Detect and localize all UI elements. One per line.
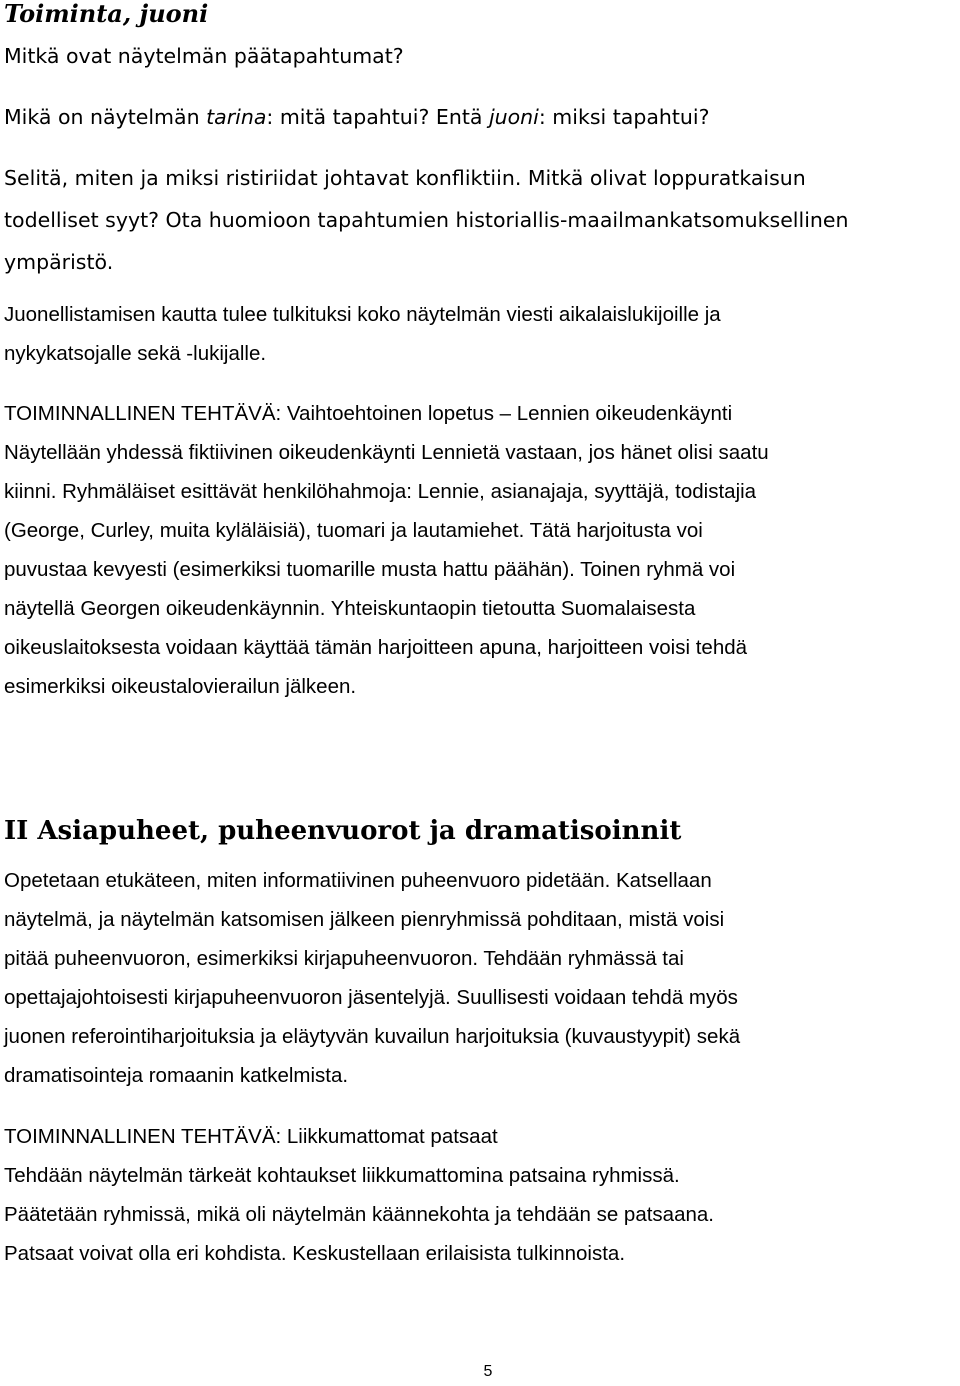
paragraph-task-trial: TOIMINNALLINEN TEHTÄVÄ: Vaihtoehtoinen lopetus – Lennien oikeudenkäynti Näytellään yhdessä fiktiivinen oikeudenkäynti Lennietä vastaan, jos hänet olisi saatu kiinni. Ryhmäläiset esittävät henkilöhahmoja: Lennie, asianajaja, syyttäjä, todistajia (George, Curley, muita kyläläisiä), tuomari ja lautamiehet. Tätä harjoitusta voi puvustaa kevyesti (esimerkiksi tuomarille musta hattu päähän). Toinen ryhmä voi näytellä Georgen oikeudenkäynnin. Yhteiskuntaopin tietoutta Suomalaisesta oikeuslaitoksesta voidaan käyttää tämän harjoitteen apuna, harjoitteen voisi tehdä esimerkiksi oikeustalovierailun jälkeen.	[4, 402, 769, 698]
section-heading-toiminta: Toiminta, juoni	[4, 0, 209, 28]
section-heading-asiapuheet: II Asiapuheet, puheenvuorot ja dramatisoinnit	[4, 816, 682, 846]
paragraph-interpretation: Juonellistamisen kautta tulee tulkituksi koko näytelmän viesti aikalaislukijoille ja nykykatsojalle sekä -lukijalle.	[4, 303, 721, 365]
question-story-plot: Mikä on näytelmän tarina: mitä tapahtui? Entä juoni: miksi tapahtui?	[4, 105, 710, 129]
question-main-events: Mitkä ovat näytelmän päätapahtumat?	[4, 44, 404, 68]
italic-term-tarina: tarina	[206, 105, 267, 129]
paragraph-speeches-intro: Opetetaan etukäteen, miten informatiivinen puheenvuoro pidetään. Katsellaan näytelmä, ja näytelmän katsomisen jälkeen pienryhmissä pohditaan, mistä voisi pitää puheenvuoron, esimerkiksi kirjapuheenvuoron. Tehdään ryhmässä tai opettajajohtoisesti kirjapuheenvuoron jäsentelyjä. Suullisesti voidaan tehdä myös juonen referointiharjoituksia ja eläytyvän kuvailun harjoituksia (kuvaustyypit) sekä dramatisointeja romaanin katkelmista.	[4, 869, 741, 1087]
italic-term-juoni: juoni	[488, 105, 539, 129]
page-number: 5	[483, 1363, 493, 1380]
paragraph-task-statues: TOIMINNALLINEN TEHTÄVÄ: Liikkumattomat patsaat Tehdään näytelmän tärkeät kohtaukset liikkumattomina patsaina ryhmissä. Päätetään ryhmissä, mikä oli näytelmän käännekohta ja tehdään se patsaana. Patsaat voivat olla eri kohdista. Keskustellaan erilaisista tulkinnoista.	[4, 1125, 714, 1265]
question-conflicts: Selitä, miten ja miksi ristiriidat johtavat konfliktiin. Mitkä olivat loppuratkaisun todelliset syyt? Ota huomioon tapahtumien historiallis-maailmankatsomuksellinen ympäristö.	[4, 166, 849, 274]
